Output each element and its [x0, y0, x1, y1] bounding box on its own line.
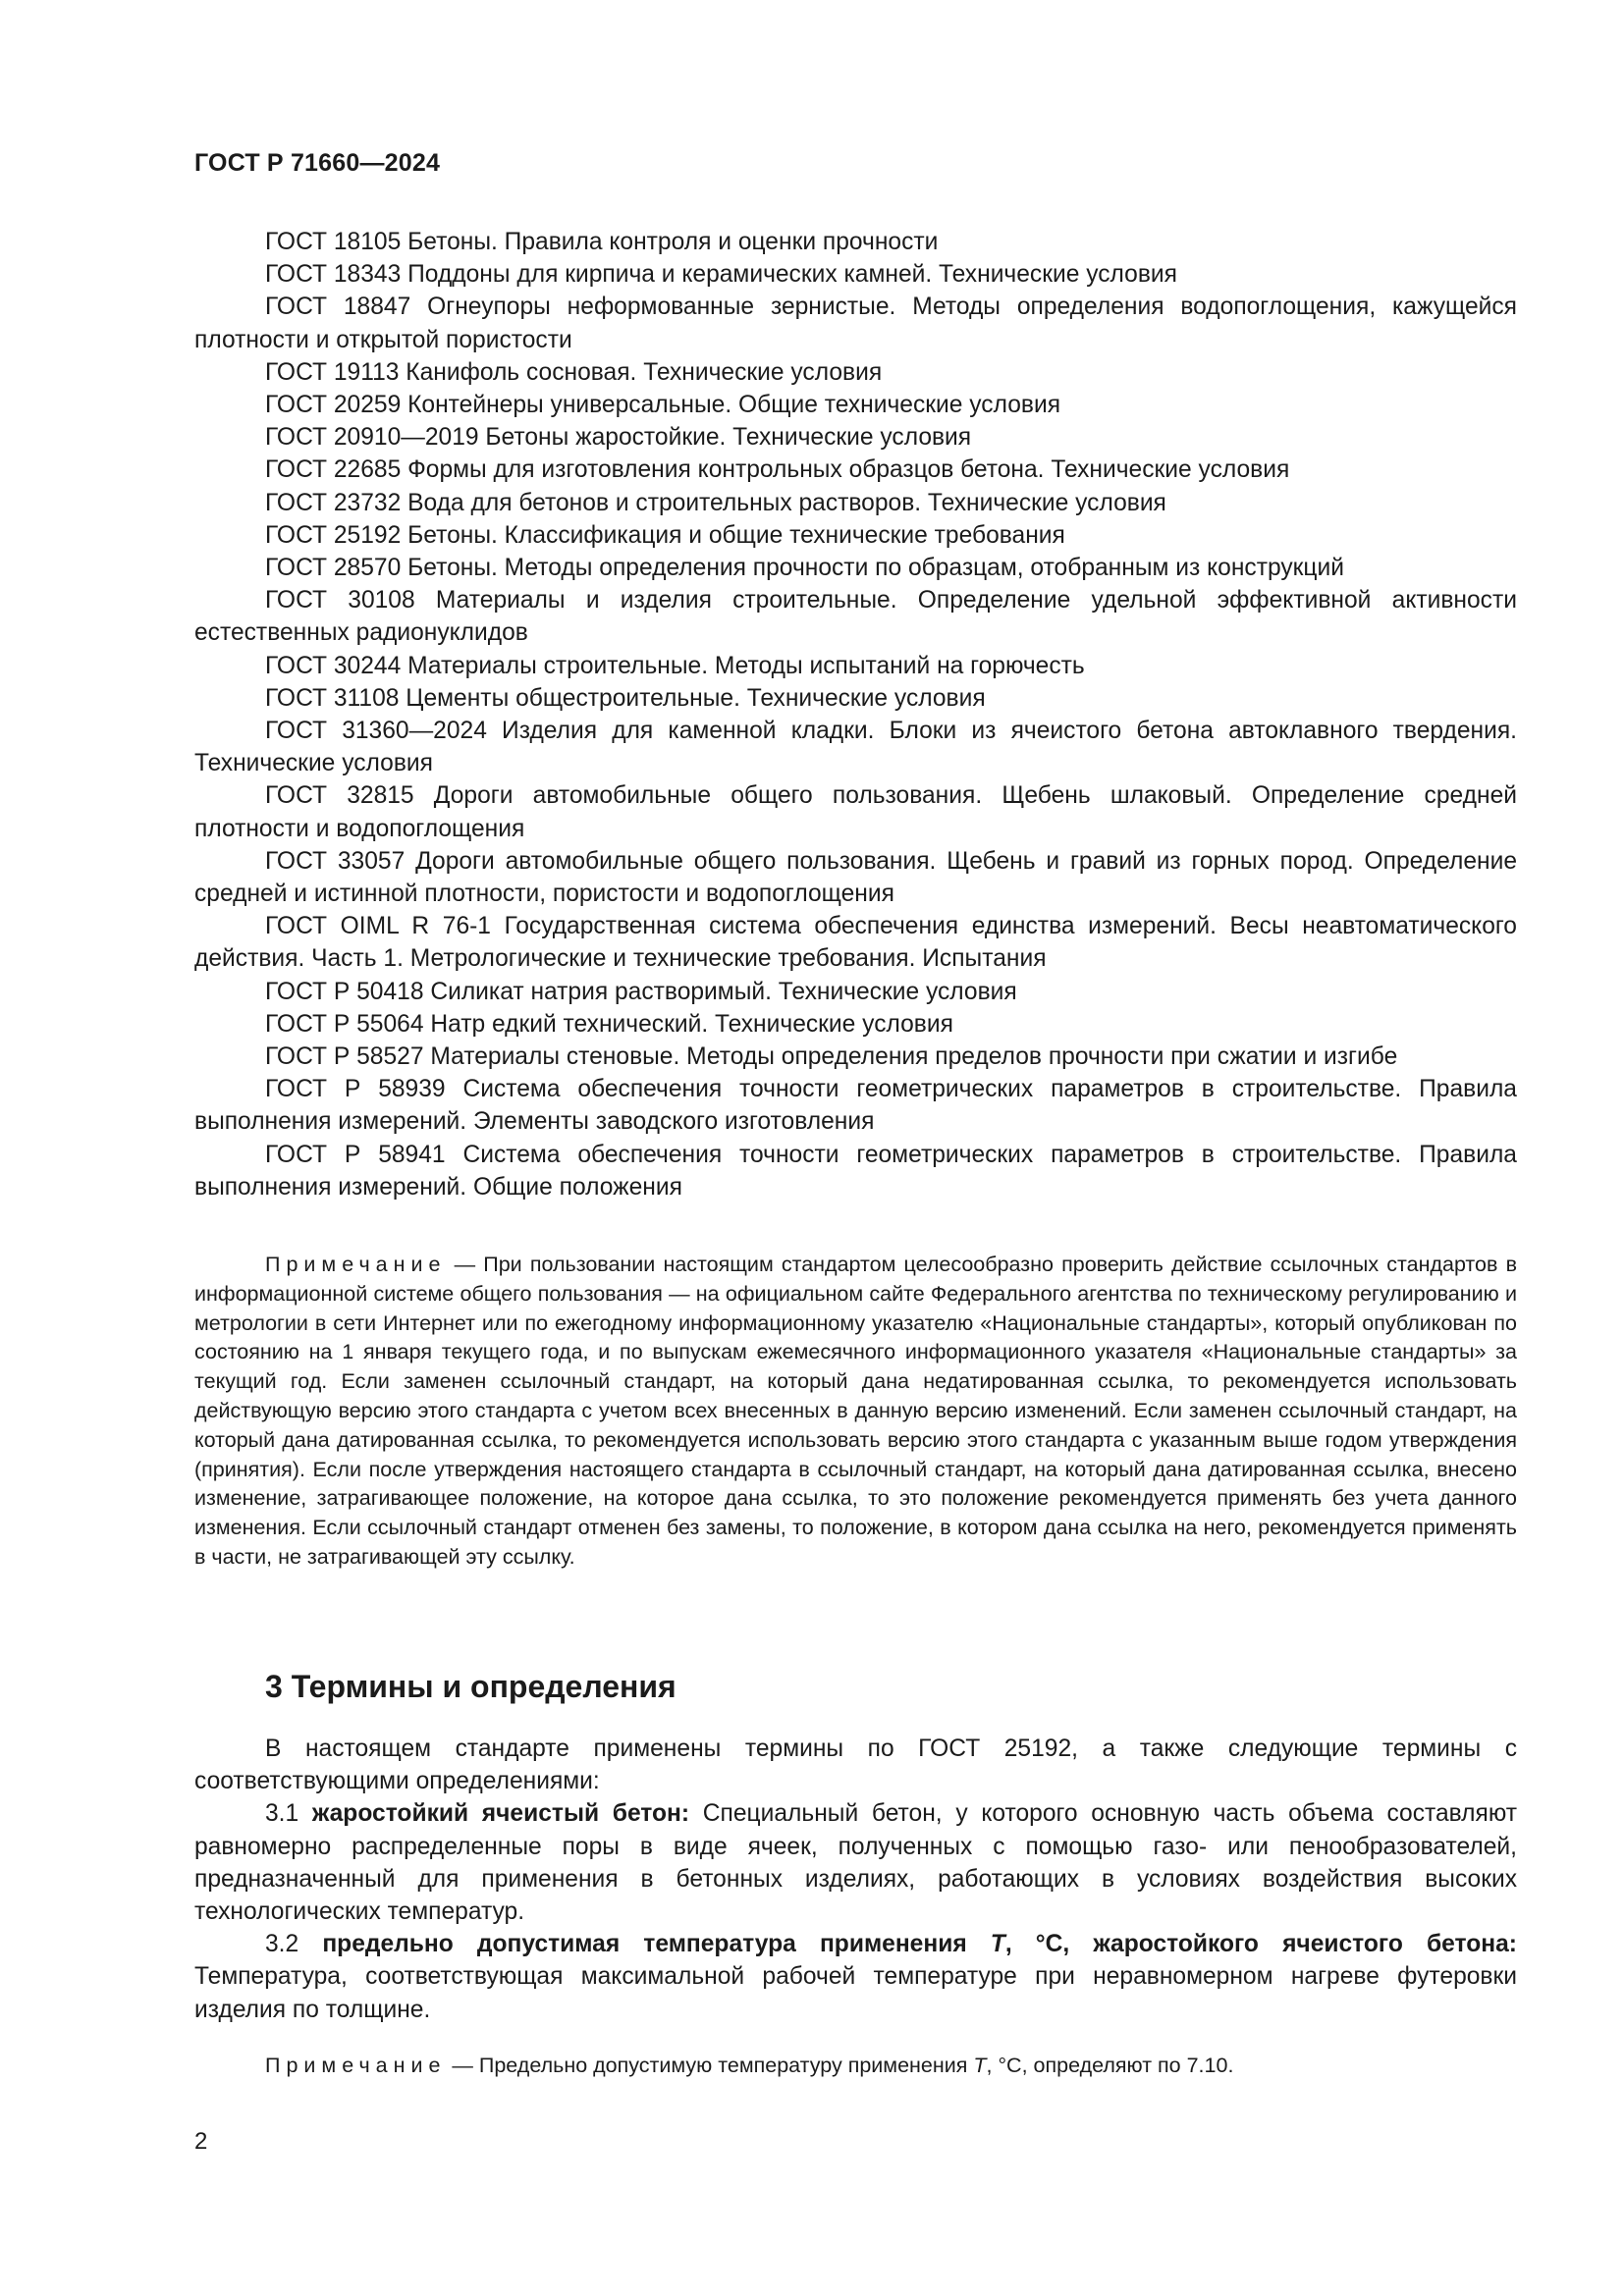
- terms-note: [194, 2052, 1517, 2081]
- reference-item: ГОСТ 23732 Вода для бетонов и строительных растворов. Технические условия: [265, 489, 1166, 516]
- term-label-part: предельно допустимая температура применения: [322, 1931, 991, 1958]
- reference-item: ГОСТ 20910—2019 Бетоны жаростойкие. Технические условия: [265, 424, 972, 452]
- term-label: [322, 1931, 1517, 1957]
- note-label: Примечание: [265, 1253, 447, 1276]
- reference-item: ГОСТ 25192 Бетоны. Классификация и общие технические требования: [265, 521, 1065, 549]
- terms-section-body: [194, 1733, 1517, 2026]
- normative-references-list: [194, 226, 1517, 1203]
- reference-item: ГОСТ OIML R 76-1 Государственная система обеспечения единства измерений. Весы неавтоматического действия. Часть 1. Метрологические и технические требования. Испытания: [194, 913, 1517, 973]
- reference-item: ГОСТ 31360—2024 Изделия для каменной кладки. Блоки из ячеистого бетона автоклавного твердения. Технические условия: [194, 718, 1517, 777]
- page-number: 2: [194, 2128, 208, 2155]
- note-text: — Предельно допустимую температуру применения: [446, 2054, 974, 2077]
- reference-item: ГОСТ 33057 Дороги автомобильные общего пользования. Щебень и гравий из горных пород. Определение средней и истинной плотности, пористости и водопоглощения: [194, 847, 1517, 908]
- reference-item: ГОСТ 19113 Канифоль сосновая. Технические условия: [265, 358, 883, 386]
- reference-item: ГОСТ 18847 Огнеупоры неформованные зернистые. Методы определения водопоглощения, кажущейся плотности и открытой пористости: [194, 294, 1517, 353]
- reference-item: ГОСТ Р 50418 Силикат натрия растворимый. Технические условия: [265, 978, 1017, 1005]
- term-label-part: , °С, жаростойкого ячеистого бетона:: [1004, 1931, 1517, 1958]
- term-definition: [194, 1797, 1517, 1928]
- term-number: 3.2: [265, 1931, 323, 1958]
- term-variable: Т: [990, 1931, 1005, 1958]
- term-definition: [194, 1928, 1517, 2026]
- note-text: — При пользовании настоящим стандартом целесообразно проверить действие ссылочных стандартов в информационной системе общего пользования — на официальном сайте Федерального агентства по техническому регулированию и метрологии в сети Интернет или по ежегодному информационному указателю «Национальные стандарты», который опубликован по состоянию на 1 января текущего года, и по выпускам ежемесячного информационного указателя «Национальные стандарты» за текущий год. Если заменен ссылочный стандарт, на который дана недатированная ссылка, то рекомендуется использовать действующую версию этого стандарта с учетом всех внесенных в данную версию изменений. Если заменен ссылочный стандарт, на который дана датированная ссылка, то рекомендуется использовать версию этого стандарта с указанным выше годом утверждения (принятия). Если после утверждения настоящего стандарта в ссылочный стандарт, на который дана датированная ссылка, внесено изменение, затрагивающее положение, на которое дана ссылка, то это положение рекомендуется применять без учета данного изменения. Если ссылочный стандарт отменен без замены, то положение, в котором дана ссылка на него, рекомендуется применять в части, не затрагивающей эту ссылку.: [194, 1253, 1517, 1569]
- section-heading: 3 Термины и определения: [265, 1669, 677, 1704]
- note-variable: Т: [973, 2054, 987, 2077]
- reference-item: ГОСТ 30244 Материалы строительные. Методы испытаний на горючесть: [265, 652, 1085, 679]
- reference-item: ГОСТ Р 55064 Натр едкий технический. Технические условия: [265, 1010, 953, 1038]
- note-text: , °С, определяют по 7.10.: [986, 2054, 1234, 2077]
- reference-item: ГОСТ Р 58939 Система обеспечения точности геометрических параметров в строительстве. Правила выполнения измерений. Элементы заводского изготовления: [194, 1076, 1517, 1136]
- term-definition-text: Температура, соответствующая максимальной рабочей температуре при неравномерном нагреве футеровки изделия по толщине.: [194, 1963, 1517, 2023]
- reference-item: ГОСТ 20259 Контейнеры универсальные. Общие технические условия: [265, 392, 1061, 419]
- term-definition-text: Специальный бетон, у которого основную часть объема составляют равномерно распределенные поры в виде ячеек, полученных с помощью газо- или пенообразователей, предназначенный для применения в бетонных изделиях, работающих в условиях воздействия высоких технологических температур.: [194, 1800, 1517, 1926]
- note-label: Примечание: [265, 2054, 447, 2077]
- reference-item: ГОСТ 28570 Бетоны. Методы определения прочности по образцам, отобранным из конструкций: [265, 555, 1344, 582]
- references-note: [194, 1251, 1517, 1573]
- reference-item: ГОСТ 30108 Материалы и изделия строительные. Определение удельной эффективной активности естественных радионуклидов: [194, 587, 1517, 647]
- term-number: 3.1: [265, 1800, 312, 1828]
- document-code-header: ГОСТ Р 71660—2024: [194, 149, 441, 177]
- reference-item: ГОСТ 18343 Поддоны для кирпича и керамических камней. Технические условия: [265, 261, 1177, 289]
- reference-item: ГОСТ Р 58941 Система обеспечения точности геометрических параметров в строительстве. Правила выполнения измерений. Общие положения: [194, 1141, 1517, 1201]
- terms-intro: В настоящем стандарте применены термины по ГОСТ 25192, а также следующие термины с соответствующими определениями:: [194, 1735, 1517, 1795]
- reference-item: ГОСТ 32815 Дороги автомобильные общего пользования. Щебень шлаковый. Определение средней плотности и водопоглощения: [194, 782, 1517, 842]
- term-label: жаростойкий ячеистый бетон:: [311, 1800, 690, 1828]
- reference-item: ГОСТ 31108 Цементы общестроительные. Технические условия: [265, 684, 986, 712]
- reference-item: ГОСТ 18105 Бетоны. Правила контроля и оценки прочности: [265, 229, 939, 255]
- reference-item: ГОСТ 22685 Формы для изготовления контрольных образцов бетона. Технические условия: [265, 456, 1290, 484]
- reference-item: ГОСТ Р 58527 Материалы стеновые. Методы определения пределов прочности при сжатии и изгибе: [265, 1043, 1398, 1071]
